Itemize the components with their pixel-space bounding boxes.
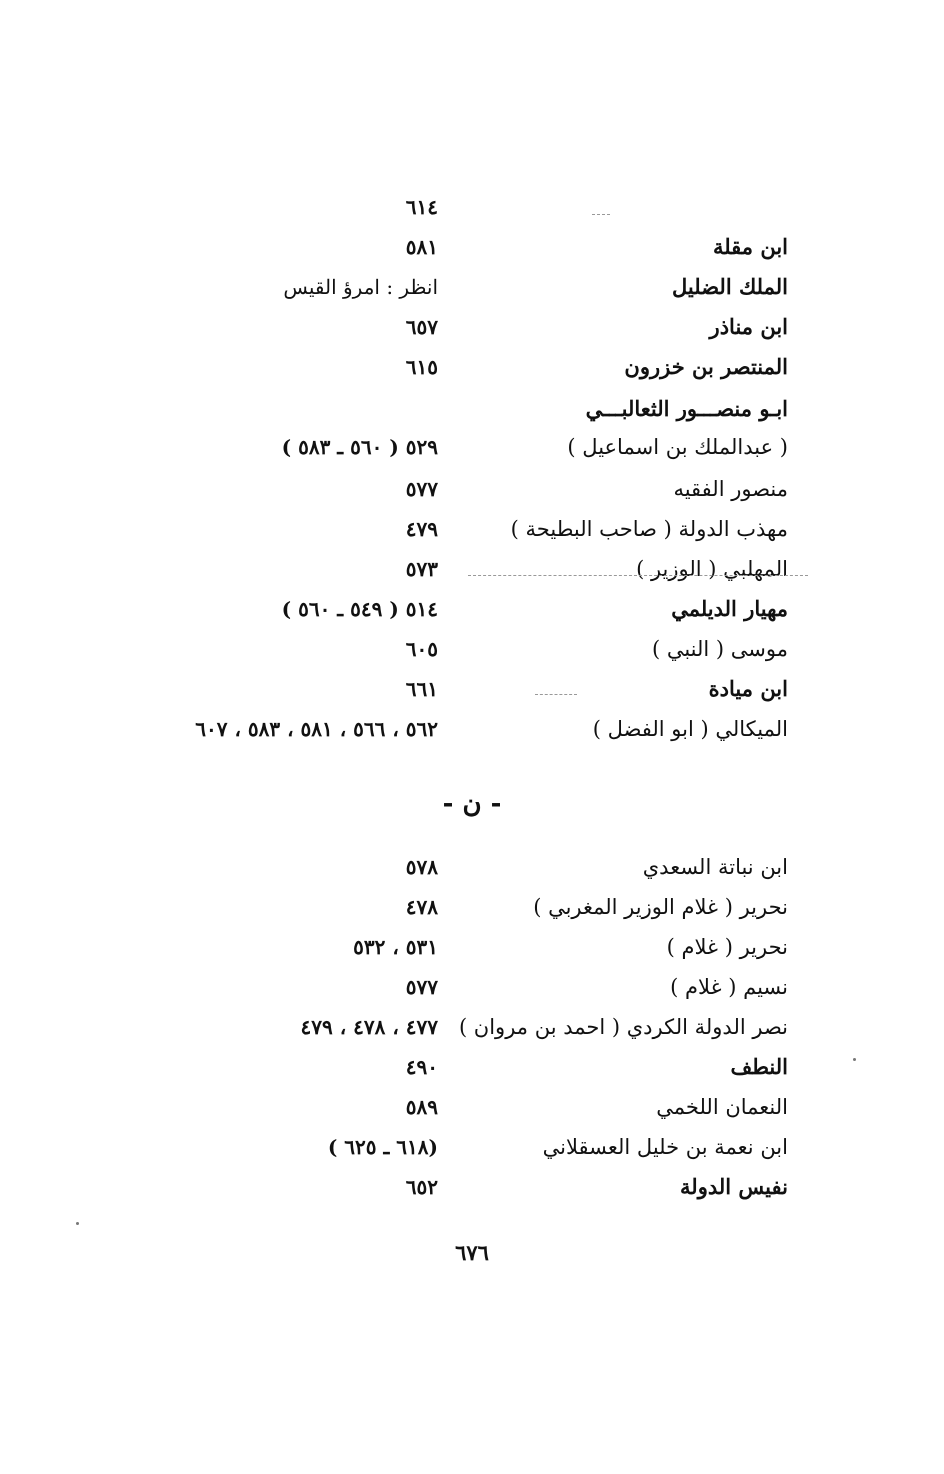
entry-name: المهلبي ( الوزير ) <box>636 557 788 581</box>
index-entry <box>120 190 800 224</box>
entry-name: نصر الدولة الكردي ( احمد بن مروان ) <box>458 1015 788 1039</box>
entry-name: مهيار الديلمي <box>671 596 788 621</box>
index-entry <box>120 392 800 426</box>
entry-name: نحرير ( غلام ) <box>666 935 788 959</box>
entry-name: موسى ( النبي ) <box>651 637 788 661</box>
entry-pages: ٦٠٥ <box>405 637 438 661</box>
index-entry <box>120 672 800 706</box>
entry-name: مهذب الدولة ( صاحب البطيحة ) <box>510 517 788 541</box>
entry-pages: ٥٣١ ، ٥٣٢ <box>353 935 438 959</box>
section-heading-noon: - ن - <box>442 789 502 819</box>
page-number: ٦٧٦ <box>455 1240 489 1265</box>
entry-pages: ٥٧٧ <box>405 477 438 501</box>
entry-pages: (٦١٨ ـ ٦٢٥ ) <box>327 1135 438 1159</box>
entry-pages: ٤٧٨ <box>405 895 438 919</box>
entry-name: ابن نباتة السعدي <box>642 855 788 879</box>
index-entry <box>120 1090 800 1124</box>
index-entry <box>120 890 800 924</box>
index-entry <box>120 430 800 464</box>
entry-pages: ٦٥٧ <box>405 315 438 339</box>
entry-pages: انظر : امرؤ القيس <box>283 275 438 299</box>
scan-artifact <box>76 1222 79 1225</box>
index-entry <box>120 850 800 884</box>
entry-name: النعمان اللخمي <box>656 1095 788 1119</box>
entry-name: ابـو منصـــور الثعالبـــي <box>585 396 788 421</box>
index-entry <box>120 930 800 964</box>
index-entry <box>120 230 800 264</box>
entry-name: ( عبدالملك بن اسماعيل ) <box>567 435 788 459</box>
entry-pages: ٦١٥ <box>405 355 438 379</box>
entry-name: نفيس الدولة <box>680 1174 788 1199</box>
entry-name: ابن مقلة <box>712 234 788 259</box>
entry-name: النطف <box>730 1054 788 1079</box>
entry-pages: ٥٨١ <box>405 235 438 259</box>
scan-artifact <box>535 694 577 695</box>
entry-pages: ٥٧٧ <box>405 975 438 999</box>
index-entry <box>120 472 800 506</box>
entry-name: ابن نعمة بن خليل العسقلاني <box>542 1135 788 1159</box>
entry-pages: ٤٧٩ <box>405 517 438 541</box>
entry-name: نسيم ( غلام ) <box>670 975 788 999</box>
index-entry <box>120 350 800 384</box>
index-entry <box>120 310 800 344</box>
entry-pages: ٤٧٧ ، ٤٧٨ ، ٤٧٩ <box>300 1015 438 1039</box>
entry-pages: ٥٢٩ ( ٥٦٠ ـ ٥٨٣ ) <box>281 435 438 459</box>
index-entry <box>120 1170 800 1204</box>
index-entry <box>120 970 800 1004</box>
index-entry <box>120 1010 800 1044</box>
entry-pages: ٥٦٢ ، ٥٦٦ ، ٥٨١ ، ٥٨٣ ، ٦٠٧ <box>195 717 438 741</box>
entry-name: الميكالي ( ابو الفضل ) <box>592 717 788 741</box>
entry-name: نحرير ( غلام الوزير المغربي ) <box>533 895 788 919</box>
index-entry <box>120 712 800 746</box>
scan-artifact <box>853 1058 856 1061</box>
index-entry <box>120 512 800 546</box>
entry-pages: ٥٧٨ <box>405 855 438 879</box>
index-entry <box>120 632 800 666</box>
scan-artifact <box>592 214 610 215</box>
entry-name: الملك الضليل <box>672 274 788 299</box>
index-entry <box>120 592 800 626</box>
entry-name: ابن مناذر <box>709 314 788 339</box>
index-entry <box>120 270 800 304</box>
index-entry <box>120 1050 800 1084</box>
scan-artifact <box>468 575 808 576</box>
entry-pages: ٤٩٠ <box>405 1055 438 1079</box>
entry-pages: ٦١٤ <box>405 195 438 219</box>
entry-name: المنتصر بن خزرون <box>624 354 788 379</box>
entry-pages: ٦٦١ <box>405 677 438 701</box>
entry-name: ابن ميادة <box>708 676 788 701</box>
entry-name: منصور الفقيه <box>673 477 788 501</box>
entry-pages: ٥٧٣ <box>405 557 438 581</box>
entry-pages: ٥١٤ ( ٥٤٩ ـ ٥٦٠ ) <box>281 597 438 621</box>
index-entry <box>120 552 800 586</box>
entry-pages: ٥٨٩ <box>405 1095 438 1119</box>
entry-pages: ٦٥٢ <box>405 1175 438 1199</box>
index-entry <box>120 1130 800 1164</box>
